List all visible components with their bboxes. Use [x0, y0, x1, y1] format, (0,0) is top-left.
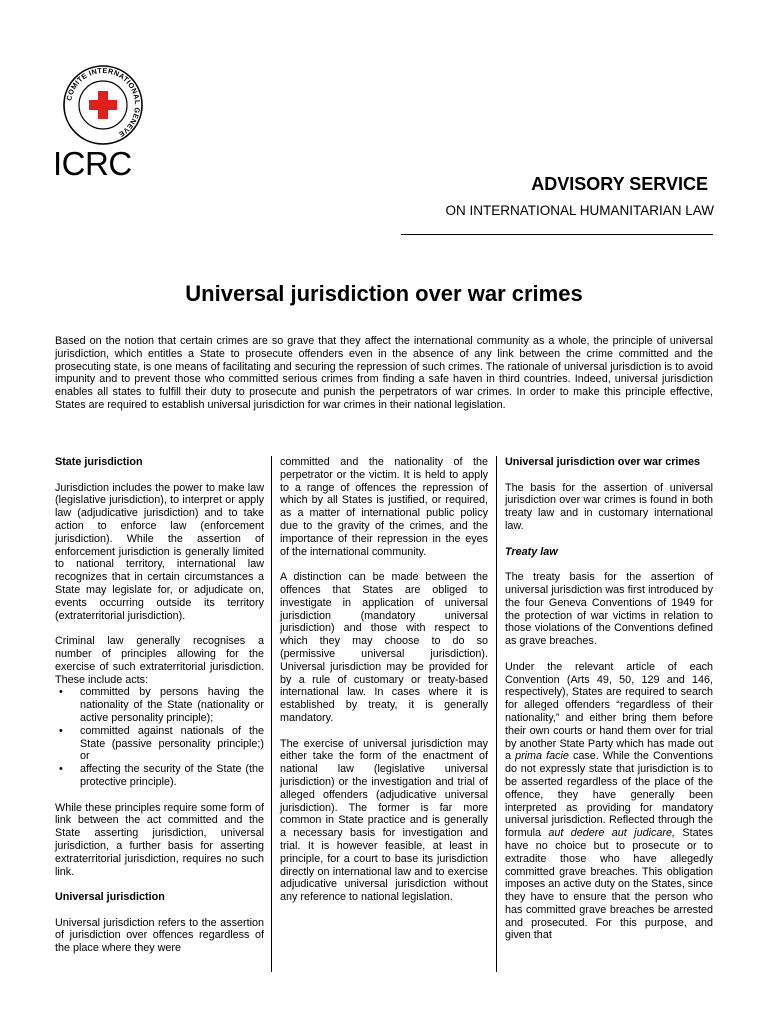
text-run-italic: aut dedere aut judicare, [548, 827, 675, 840]
advisory-subtitle: ON INTERNATIONAL HUMANITARIAN LAW [445, 203, 714, 218]
document-title: Universal jurisdiction over war crimes [185, 281, 583, 306]
section-heading-universal-jurisdiction: Universal jurisdiction [55, 891, 165, 904]
paragraph: A distinction can be made between the offences that States are obliged to investigate in application of universal jurisdiction (mandatory universal jurisdiction) and those with respect to which they may choose to do so (permissive universal jurisdiction). Universal jurisdiction may be provided for by a rule of customary or treaty-based international law. In cases where it is established by treaty, it is generally mandatory. [280, 571, 488, 724]
paragraph: While these principles require some form of link between the act committed and the State asserting jurisdiction, universal jurisdiction, a further basis for asserting extraterritorial jurisdiction, requires no such link. [55, 801, 264, 878]
org-name: ICRC [53, 145, 132, 182]
text-run: case. While the Conventions do not expressly state that jurisdiction is to be asserted regardless of the place of the offence, they have generally been interpreted as providing for mandatory universal jurisdiction. Reflected through the formula [505, 750, 713, 840]
paragraph [505, 661, 713, 943]
red-cross-icon [89, 91, 117, 119]
section-heading-state-jurisdiction: State jurisdiction [55, 456, 143, 468]
intro-paragraph: Based on the notion that certain crimes are so grave that they affect the international community as a whole, the principle of universal jurisdiction, which entitles a State to prosecute offenders even in the absence of any link between the crime committed and the prosecuting state, is one means of facilitating and securing the repression of such crimes. The rationale of universal jurisdiction is to avoid impunity and to prevent those who committed serious crimes from finding a safe haven in third countries. Indeed, universal jurisdiction enables all states to fulfill their duty to prosecute and punish the perpetrators of war crimes. In order to make this principle effective, States are required to establish universal jurisdiction for war crimes in their national legislation. [55, 335, 713, 411]
principles-list [55, 686, 264, 788]
text-run: States have no choice but to prosecute or to extradite those who have allegedly committed grave breaches. This obligation imposes an active duty on the States, since they have to ensure that the person who has committed grave breaches be arrested and prosecuted. For this purpose, and given that [505, 827, 713, 942]
subheading-treaty-law: Treaty law [505, 545, 558, 558]
column-divider [496, 456, 497, 972]
column-1 [55, 456, 264, 968]
list-item: • committed by persons having the nationality of the State (nationality or active personality principle); [55, 686, 264, 724]
paragraph: committed and the nationality of the perpetrator or the victim. It is held to apply to a range of offences the repression of which by all States is justified, or required, as a matter of international public policy due to the gravity of the crimes, and the importance of their repression in the eyes of the international community. [280, 456, 488, 558]
paragraph: The treaty basis for the assertion of universal jurisdiction was first introduced by the four Geneva Conventions of 1949 for the protection of war victims in relation to those violations of the Conventions defined as grave breaches. [505, 571, 713, 648]
text-run-italic: prima facie [515, 750, 569, 763]
icrc-logo [62, 64, 144, 146]
paragraph: The basis for the assertion of universal jurisdiction over war crimes is found in both treaty law and in customary international law. [505, 481, 713, 532]
text-run: Under the relevant article of each Convention (Arts 49, 50, 129 and 146, respectively), States are required to search for alleged offenders “regardless of their nationality,” and either bring them before their own courts or hand them over for trial by another State Party which has made out a [505, 660, 713, 763]
section-heading-war-crimes: Universal jurisdiction over war crimes [505, 456, 701, 468]
paragraph: Jurisdiction includes the power to make law (legislative jurisdiction), to interpret or apply law (adjudicative jurisdiction) and to take action to enforce law (enforcement jurisdiction). While the assertion of enforcement jurisdiction is generally limited to national territory, international law recognizes that in certain circumstances a State may legislate for, or adjudicate on, events occurring outside its territory (extraterritorial jurisdiction). [55, 481, 264, 622]
paragraph: Criminal law generally recognises a number of principles allowing for the exercise of such extraterritorial jurisdiction. These include acts: [55, 635, 264, 686]
list-item: • affecting the security of the State (the protective principle). [55, 763, 264, 789]
paragraph: Universal jurisdiction refers to the assertion of jurisdiction over offences regardless of the place where they were [55, 916, 264, 955]
header-rule [401, 234, 713, 235]
column-2 [280, 456, 488, 917]
column-3 [505, 456, 713, 955]
column-divider [271, 456, 272, 972]
list-item: • committed against nationals of the State (passive personality principle;) or [55, 725, 264, 763]
svg-text:COMITE INTERNATIONAL GENEVE: COMITE INTERNATIONAL GENEVE [64, 65, 143, 140]
paragraph: The exercise of universal jurisdiction may either take the form of the enactment of national law (legislative universal jurisdiction) or the investigation and trial of alleged offenders (adjudicative universal jurisdiction). The former is far more common in State practice and is generally a necessary basis for investigation and trial. It is however feasible, at least in principle, for a court to base its jurisdiction directly on international law and to exercise adjudicative universal jurisdiction without any reference to national legislation. [280, 737, 488, 904]
advisory-title: ADVISORY SERVICE [531, 174, 708, 194]
